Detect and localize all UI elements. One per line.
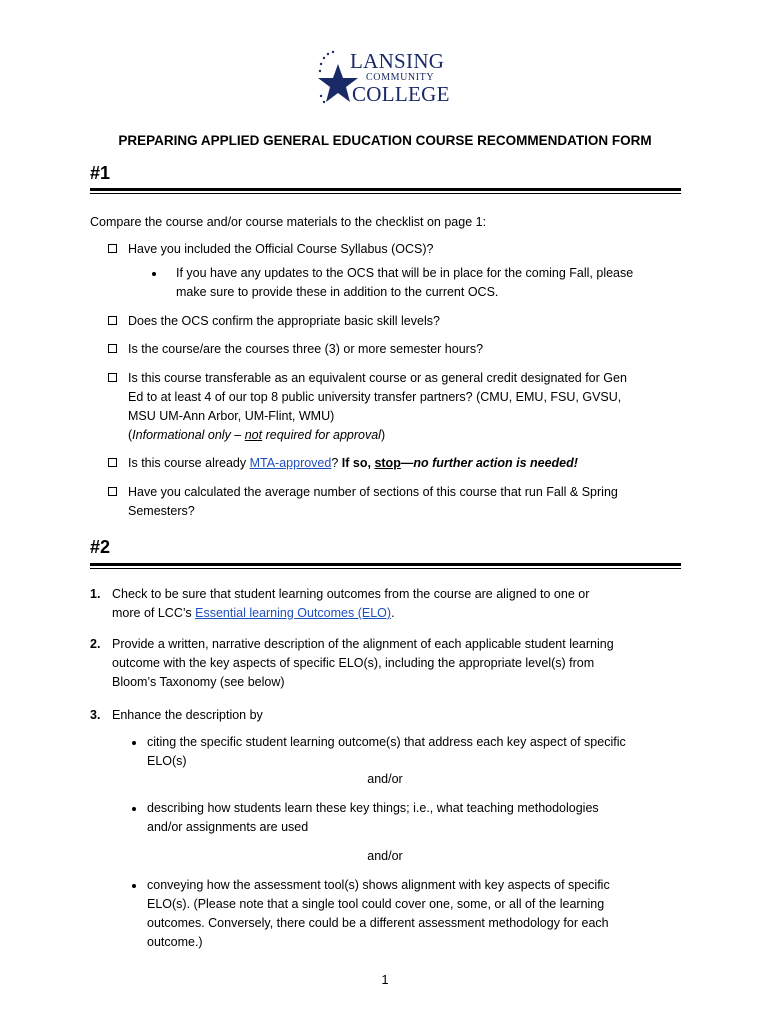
logo-text-college: COLLEGE (352, 82, 450, 106)
section-1-rule-thin (90, 193, 681, 194)
college-logo (318, 50, 458, 108)
item-text: more of LCC’s Essential learning Outcomes (ELO). (112, 606, 395, 620)
logo-text-lansing: LANSING (350, 49, 445, 73)
bullet-line: and/or assignments are used (147, 820, 309, 834)
sub-bullet-line: make sure to provide these in addition to the current OCS. (176, 285, 499, 299)
section-1-rule-thick (90, 188, 681, 191)
item-text: Bloom’s Taxonomy (see below) (112, 675, 285, 689)
bullet-icon (152, 272, 156, 276)
item-number: 1. (90, 587, 101, 601)
checklist-item-text: MSU UM-Ann Arbor, UM-Flint, WMU) (128, 409, 335, 423)
checklist-item-text: Is this course already MTA-approved? If so, stop—no further action is needed! (128, 456, 578, 470)
bullet-line: citing the specific student learning outcome(s) that address each key aspect of specific (147, 735, 626, 749)
bullet-line: ELO(s) (147, 754, 187, 768)
checklist-item-text: Does the OCS confirm the appropriate basic skill levels? (128, 314, 440, 328)
sub-bullet-line: If you have any updates to the OCS that will be in place for the coming Fall, please (176, 266, 634, 280)
checkbox[interactable] (108, 373, 117, 382)
section-2-rule-thin (90, 568, 681, 569)
and-or-connector: and/or (367, 772, 403, 786)
item-text: Check to be sure that student learning outcomes from the course are aligned to one or (112, 587, 590, 601)
checkbox[interactable] (108, 316, 117, 325)
section-1-heading: #1 (90, 163, 111, 183)
item-text: Enhance the description by (112, 708, 263, 722)
bullet-icon (132, 741, 136, 745)
checkbox[interactable] (108, 244, 117, 253)
section-2-heading: #2 (90, 537, 111, 557)
page-title: PREPARING APPLIED GENERAL EDUCATION COURSE RECOMMENDATION FORM (118, 133, 652, 148)
checklist-item-text: Have you calculated the average number of sections of this course that run Fall & Spring (128, 485, 618, 499)
elo-link[interactable]: Essential learning Outcomes (ELO) (195, 606, 392, 620)
page-number: 1 (381, 972, 389, 987)
checkbox[interactable] (108, 458, 117, 467)
item-text: Provide a written, narrative description of the alignment of each applicable student learning (112, 637, 614, 651)
bullet-line: describing how students learn these key things; i.e., what teaching methodologies (147, 801, 599, 815)
checklist-item-text: Have you included the Official Course Syllabus (OCS)? (128, 242, 434, 256)
bullet-line: ELO(s). (Please note that a single tool could cover one, some, or all of the learning (147, 897, 605, 911)
bullet-line: outcome.) (147, 935, 203, 949)
checklist-item-text: Is this course transferable as an equivalent course or as general credit designated for Gen (128, 371, 627, 385)
item-text: outcome with the key aspects of specific ELO(s), including the appropriate level(s) from (112, 656, 595, 670)
informational-note: (Informational only – not required for approval) (128, 428, 386, 442)
bullet-line: outcomes. Conversely, there could be a different assessment methodology for each (147, 916, 609, 930)
checklist-item-text: Is the course/are the courses three (3) or more semester hours? (128, 342, 484, 356)
mta-approved-link[interactable]: MTA-approved (249, 456, 332, 470)
checkbox[interactable] (108, 487, 117, 496)
item-number: 2. (90, 637, 101, 651)
and-or-connector: and/or (367, 849, 403, 863)
logo-text-community: COMMUNITY (366, 72, 435, 83)
checklist-item-text: Ed to at least 4 of our top 8 public university transfer partners? (CMU, EMU, FSU, GVSU, (128, 390, 622, 404)
checkbox[interactable] (108, 344, 117, 353)
bullet-line: conveying how the assessment tool(s) shows alignment with key aspects of specific (147, 878, 610, 892)
bullet-icon (132, 807, 136, 811)
item-number: 3. (90, 708, 101, 722)
bullet-icon (132, 884, 136, 888)
section-2-rule-thick (90, 563, 681, 566)
section-1-intro: Compare the course and/or course materials to the checklist on page 1: (90, 215, 487, 229)
checklist-item-text: Semesters? (128, 504, 195, 518)
